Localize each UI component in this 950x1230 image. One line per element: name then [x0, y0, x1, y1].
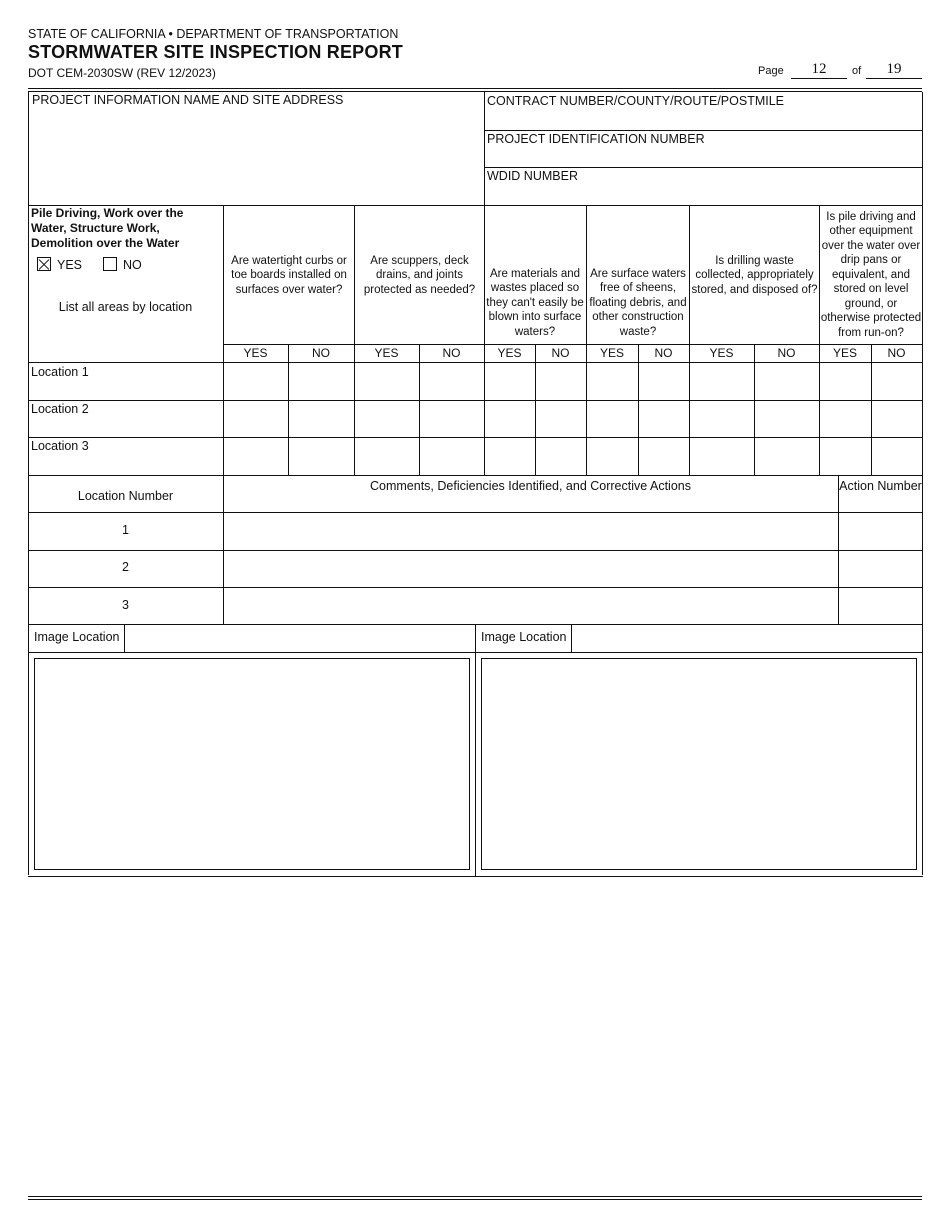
footer-rule	[28, 1196, 922, 1200]
project-info-label: PROJECT INFORMATION NAME AND SITE ADDRESS	[32, 93, 344, 107]
location-3-label: Location 3	[31, 439, 89, 453]
yes-checkbox[interactable]	[37, 257, 51, 271]
no-header: NO	[887, 346, 906, 360]
yes-label: YES	[57, 258, 83, 272]
rule	[484, 205, 485, 475]
list-areas-label: List all areas by location	[58, 300, 193, 314]
rule	[28, 362, 922, 363]
rule	[535, 344, 536, 475]
image-frame-left[interactable]	[34, 658, 470, 870]
rule	[871, 344, 872, 475]
rule	[28, 475, 922, 476]
rule	[475, 624, 476, 876]
header-rule	[28, 88, 922, 92]
action-number-header: Action Number	[839, 479, 922, 493]
location-2-label: Location 2	[31, 402, 89, 416]
rule	[819, 205, 820, 475]
page-label: Page	[758, 65, 784, 77]
yes-header: YES	[497, 346, 522, 360]
rule	[638, 344, 639, 475]
yes-header: YES	[832, 346, 857, 360]
question-2: Are scuppers, deck drains, and joints protected as needed?	[363, 254, 476, 296]
rule	[28, 400, 922, 401]
rule	[223, 344, 922, 345]
question-3: Are materials and wastes placed so they can't easily be blown into surface waters?	[486, 267, 584, 338]
yes-header: YES	[243, 346, 268, 360]
question-6: Is pile driving and other equipment over the water over drip pans or equivalent, and stored on level ground, or otherwise protected from run-on?	[820, 210, 922, 339]
rule	[28, 876, 923, 877]
rule	[484, 167, 922, 168]
page-of-label: of	[852, 65, 862, 77]
no-checkbox[interactable]	[103, 257, 117, 271]
rule	[28, 550, 922, 551]
no-label: NO	[123, 258, 142, 272]
rule	[484, 130, 922, 131]
location-number-header: Location Number	[77, 489, 174, 503]
rule	[689, 205, 690, 475]
rule	[28, 437, 922, 438]
page-number-field[interactable]: 12	[791, 61, 847, 79]
page-total-field[interactable]: 19	[866, 61, 922, 79]
rule	[223, 205, 224, 475]
rule	[571, 624, 572, 652]
no-header: NO	[442, 346, 461, 360]
comments-header: Comments, Deficiencies Identified, and Corrective Actions	[370, 479, 691, 493]
agency-line: STATE OF CALIFORNIA • DEPARTMENT OF TRANSPORTATION	[28, 27, 399, 41]
image-location-left-label: Image Location	[34, 630, 120, 644]
rule	[419, 344, 420, 475]
section-title: Pile Driving, Work over the Water, Structure Work, Demolition over the Water	[31, 206, 184, 250]
location-1-label: Location 1	[31, 365, 89, 379]
report-title: STORMWATER SITE INSPECTION REPORT	[28, 42, 403, 62]
contract-label: CONTRACT NUMBER/COUNTY/ROUTE/POSTMILE	[487, 94, 785, 108]
project-id-label: PROJECT IDENTIFICATION NUMBER	[487, 132, 705, 146]
no-header: NO	[654, 346, 673, 360]
yes-header: YES	[709, 346, 734, 360]
comment-row-3: 3	[122, 598, 129, 612]
no-header: NO	[551, 346, 570, 360]
right-border	[922, 92, 923, 875]
no-header: NO	[777, 346, 796, 360]
form-number: DOT CEM-2030SW (REV 12/2023)	[28, 66, 216, 80]
image-location-right-label: Image Location	[481, 630, 567, 644]
rule	[586, 205, 587, 475]
rule	[354, 205, 355, 475]
comment-row-1: 1	[122, 523, 129, 537]
question-5: Is drilling waste collected, appropriately stored, and disposed of?	[691, 254, 818, 296]
left-border	[28, 92, 29, 875]
image-frame-right[interactable]	[481, 658, 917, 870]
no-header: NO	[312, 346, 330, 360]
yes-header: YES	[599, 346, 624, 360]
rule	[288, 344, 289, 475]
yes-header: YES	[374, 346, 399, 360]
question-4: Are surface waters free of sheens, floating debris, and other construction waste?	[589, 267, 687, 338]
rule	[28, 512, 922, 513]
rule	[28, 652, 922, 653]
question-1: Are watertight curbs or toe boards installed on surfaces over water?	[231, 254, 347, 296]
rule	[28, 587, 922, 588]
rule	[754, 344, 755, 475]
project-divider	[484, 92, 485, 205]
rule	[124, 624, 125, 652]
wdid-label: WDID NUMBER	[487, 169, 578, 183]
comment-row-2: 2	[122, 560, 129, 574]
